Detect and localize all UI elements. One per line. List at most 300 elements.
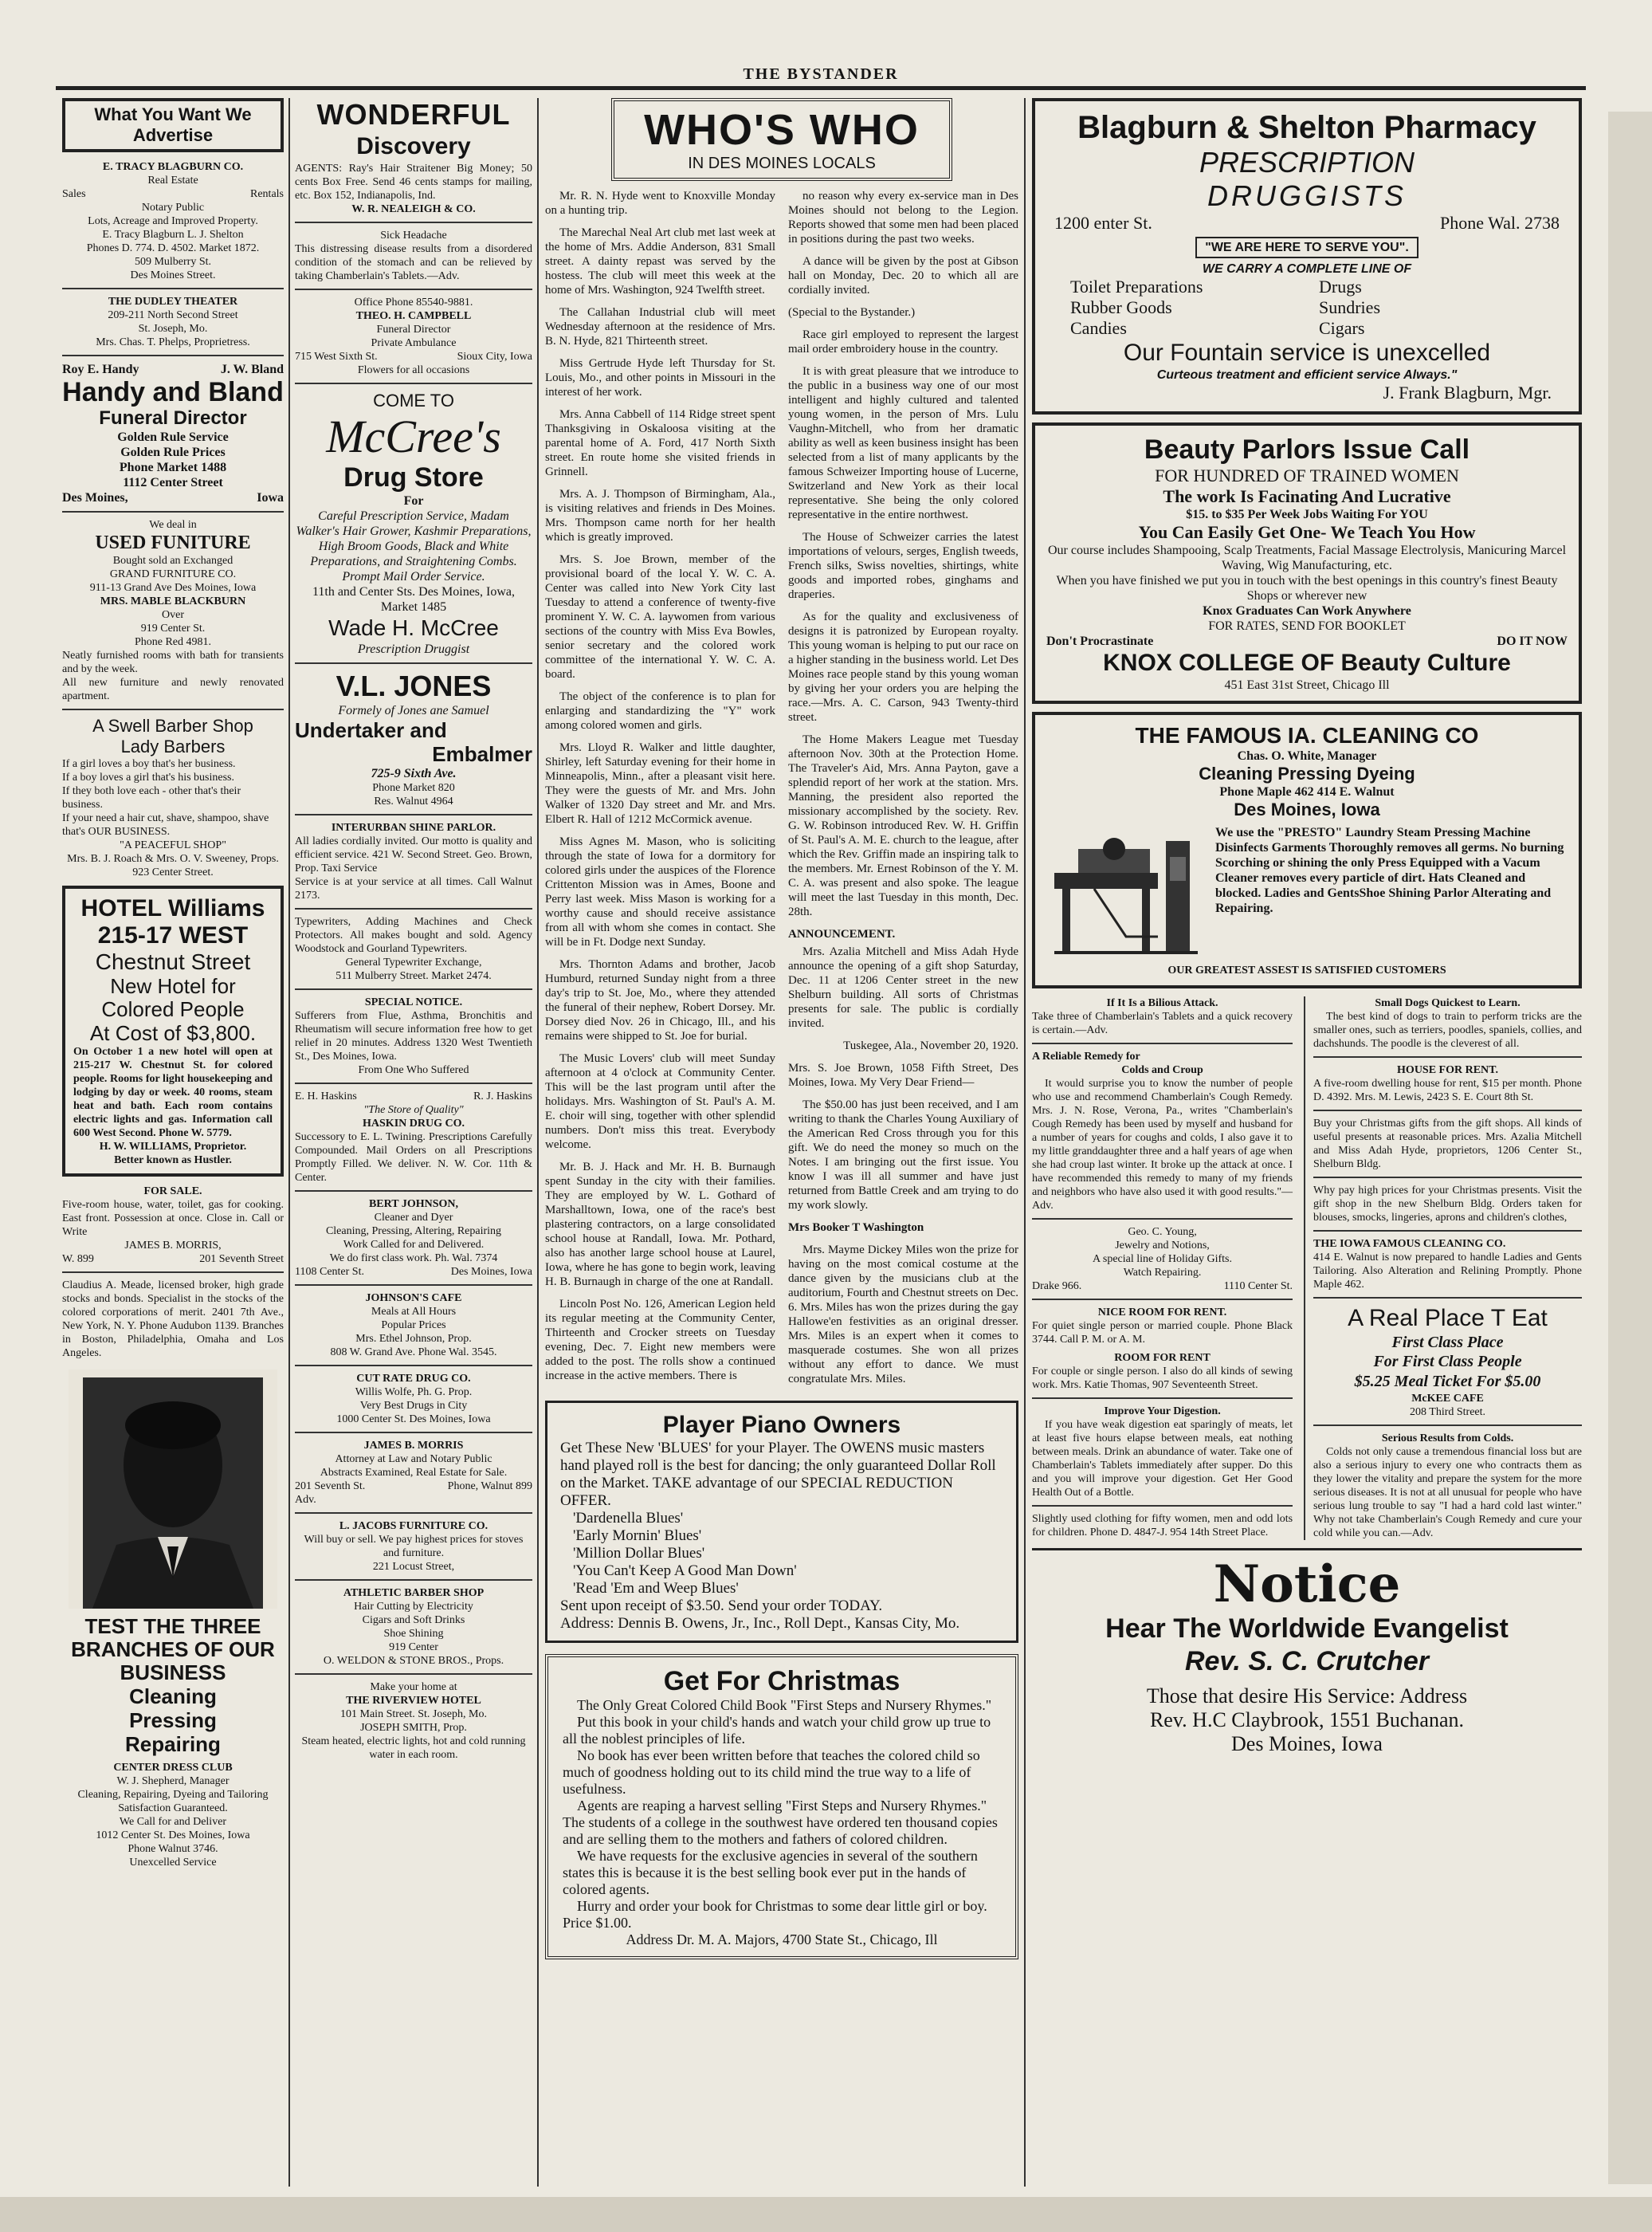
barber-l4: If your need a hair cut, shave, shampoo, shave that's OUR BUSINESS. (62, 812, 269, 838)
hotel-t3: Chestnut Street (95, 949, 251, 974)
cutrate-title: CUT RATE DRUG CO. (356, 1373, 471, 1385)
mccree-t2: Drug Store (343, 462, 484, 493)
divider (295, 383, 532, 384)
eat-l2: For First Class People (1373, 1353, 1522, 1370)
cleaning-body-row (1046, 825, 1568, 961)
remedy-t1: A Reliable Remedy for (1032, 1051, 1140, 1063)
blag-item: Rubber Goods (1070, 297, 1172, 317)
dudley-l1: 209-211 North Second Street (108, 309, 238, 321)
divider (295, 908, 532, 910)
player-piano-ad (545, 1401, 1018, 1643)
cafe-title: JOHNSON'S CAFE (365, 1292, 462, 1304)
news-item: As for the quality and exclusiveness of designs it is patronized by European royalty. This young woman is helping to put our race on a higher standing in the business world. Let Des Moines race people stand by this young woman by giving her your orders you are helping the race.—Mrs. A. C. Carson, 943 Twenty-third street. (788, 611, 1018, 724)
column-rule (1024, 98, 1026, 2187)
jacobs-ad (295, 1519, 532, 1574)
campbell-l5 (295, 350, 532, 363)
notice-title: Notice (1213, 1554, 1401, 1614)
colds-title: Serious Results from Colds. (1381, 1432, 1514, 1444)
piano-song: 'Read 'Em and Weep Blues' (573, 1580, 739, 1597)
young-address: 1110 Center St. (1223, 1280, 1293, 1292)
divider (1032, 1397, 1293, 1399)
news-item: Mrs. S. Joe Brown, member of the provisional board of the local Y. W. C. A. Center was called into New York City last Tuesday to attend a conference of twenty-five prominent Y. W. C. A. laywomen from various sections of the country with Miss Eva Bowles, senior secretary and the colored work committee of the international Y. W. C. A. board. (545, 553, 775, 681)
divider (295, 1579, 532, 1581)
meade-ad: Claudius A. Meade, licensed broker, high grade stocks and bonds. Specialist in the stocks of the colored corporations of merit. 2401 7th Ave., New York, N. Y. Phone Audubon 1139. Branches in Boston, Philadelphia, Omaha and Los Angeles. (62, 1279, 284, 1359)
divider (295, 1083, 532, 1084)
barber-l3: If they both love each - other that's their business. (62, 785, 241, 811)
divider (62, 1271, 284, 1273)
divider (1313, 1230, 1582, 1232)
test-t1: TEST THE THREE (84, 1614, 261, 1638)
column-2 (295, 98, 532, 1762)
dudley-l3: Mrs. Chas. T. Phelps, Proprietress. (96, 336, 250, 348)
wonderful-t1: WONDERFUL (316, 98, 511, 131)
blag-item: Sundries (1319, 297, 1380, 317)
blag-address: 1200 enter St. (1054, 213, 1152, 233)
special-body: Sufferers from Flue, Asthma, Bronchitis and Rheumatism will secure information free how to get relief in 20 minutes. Address 1320 West Twentieth St., Des Moines, Iowa. (295, 1010, 532, 1063)
bilious-ad (1032, 996, 1293, 1037)
barber-l6: Mrs. B. J. Roach & Mrs. O. V. Sweeney, Props. (67, 853, 279, 865)
piano-song: 'Dardenella Blues' (573, 1510, 684, 1527)
jones-t3: Embalmer (432, 742, 532, 766)
divider (295, 1512, 532, 1514)
adjacent-page-edge (1608, 112, 1652, 2184)
used-l8: Neatly furnished rooms with bath for transients and by the week. (62, 650, 284, 675)
hotel-williams-ad (62, 886, 284, 1177)
news-heading: ANNOUNCEMENT. (788, 928, 896, 941)
campbell-ad (295, 296, 532, 377)
news-item: A dance will be given by the post at Gibson hall on Monday, Dec. 20 to which all are cordially invited. (788, 255, 1018, 297)
haskins-body: Successory to E. L. Twining. Prescriptions Carefully Compounded. Mail Orders on all Prescriptions Promptly Filled. We deliver. N. W. Cor. 11th & Center. (295, 1131, 532, 1184)
room-rent-ad-2 (1032, 1351, 1293, 1392)
famous-body: 414 E. Walnut is now prepared to handle Ladies and Gents Tailoring. Also Alteration and Relining Promptly. Phone Maple 462. (1313, 1252, 1582, 1291)
test-l8: Unexcelled Service (129, 1857, 217, 1869)
divider (1032, 1299, 1293, 1300)
beauty-procrastinate: Don't Procrastinate (1046, 635, 1154, 648)
top-rule (56, 86, 1586, 90)
jacobs-l2: 221 Locust Street, (372, 1561, 455, 1573)
forsale-title: FOR SALE. (143, 1185, 202, 1197)
campbell-l6: Flowers for all occasions (357, 364, 470, 376)
cleaning-l3: Phone Maple 462 414 E. Walnut (1219, 785, 1395, 799)
divider (62, 288, 284, 289)
cleaning-l4: Des Moines, Iowa (1234, 800, 1380, 819)
remedy-body: It would surprise you to know the number of people who use and recommend Chamberlain's Cough Remedy. Mrs. J. N. Rose, Verona, Pa., writes "Chamberlain's Cough Remedy has been used by myself and husband for a number of years for coughs and colds, I also gave it to my little granddaughter three and a half years of age when she had croup last winter. It broke up the attack at once. I have recommended this remedy to many of my friends and neighbors who have also used it with good results."—Adv. (1032, 1078, 1293, 1212)
blag-item: Toilet Preparations (1070, 277, 1203, 297)
jones-l2: 725-9 Sixth Ave. (371, 767, 457, 780)
notice-l2: Rev. S. C. Crutcher (1184, 1646, 1430, 1676)
cleaning-body: We use the "PRESTO" Laundry Steam Pressing Machine Disinfects Garments Thoroughly removes all germs. No burning Scorching or shining the only Press Equipped with a Vacum Cleaner removes every particle of dirt. Hats Cleaned and blocked. Ladies and GentsShoe Shining Parlor Alterating and Repairing. (1215, 826, 1564, 915)
handy-title: Handy and Bland (62, 377, 284, 407)
divider (1313, 1297, 1582, 1299)
colds-body: Colds not only cause a tremendous financial loss but are also a serious injury to every one who contracts them as they lower the vitality and prepare the system for the more serious diseases. It is not at all unusual for people who have serious lung trouble to say "I had a hard cold last winter." Why not take Chamberlain's Cough Remedy and cure your cold while you can.—Adv. (1313, 1446, 1582, 1539)
haskins-n1: E. H. Haskins (295, 1090, 357, 1102)
divider (295, 1673, 532, 1675)
wonderful-ad (295, 98, 532, 216)
beauty-l10: 451 East 31st Street, Chicago Ill (1224, 678, 1390, 692)
morris-title: JAMES B. MORRIS (363, 1440, 464, 1452)
piano-body: Get These New 'BLUES' for your Player. The OWENS music masters hand played roll is the best for dancing; the only guaranteed Dollar Roll on the Market. TAKE advantage of our SPECIAL REDUCTION OFFER. (560, 1440, 996, 1509)
news-item: The Callahan Industrial club will meet Wednesday afternoon at the residence of Mrs. B. N. Hyde, 821 Thirteenth street. (545, 306, 775, 348)
clothing-ad: Slightly used clothing for fifty women, men and odd lots for children. Phone D. 4847-J. 954 14th Street Place. (1032, 1513, 1293, 1538)
athletic-title: ATHLETIC BARBER SHOP (343, 1587, 485, 1599)
johnson-l5 (295, 1265, 532, 1279)
athletic-l1: Hair Cutting by Electricity (354, 1601, 473, 1613)
test-t4: Cleaning (129, 1684, 217, 1708)
young-ad (1032, 1225, 1293, 1293)
headache-title: Sick Headache (380, 230, 447, 242)
tracy-ad (62, 160, 284, 282)
hotel-t2: 215-17 WEST (97, 922, 249, 949)
room1-title: NICE ROOM FOR RENT. (1097, 1307, 1227, 1318)
column-4-lower (1032, 996, 1293, 1540)
divider (1313, 1424, 1582, 1426)
test-l7: Phone Walnut 3746. (128, 1843, 218, 1855)
forsale-address: 201 Seventh Street (199, 1253, 284, 1265)
used-title: USED FUNITURE (95, 532, 251, 553)
handy-l5 (62, 490, 284, 505)
christmas-title: Get For Christmas (663, 1666, 901, 1696)
headache-ad (295, 229, 532, 283)
mccree-ad (295, 390, 532, 657)
test-t2: BRANCHES OF OUR (71, 1637, 275, 1661)
eat-l5: 208 Third Street. (1410, 1406, 1486, 1418)
handy-ad (62, 362, 284, 505)
hotel-body: On October 1 a new hotel will open at 215-217 W. Chestnut St. for colored people. Rooms for light housekeeping and lodging by day or week. 40 rooms, steam heat and bath. Each room contains electric lights and gas. Information call 600 West Second. Phone W. 5779. (73, 1046, 273, 1139)
beauty-l2: The work Is Facinating And Lucrative (1163, 486, 1451, 506)
used-furniture-ad (62, 518, 284, 703)
young-l2: Jewelry and Notions, (1115, 1240, 1210, 1252)
news-item: Mr. R. N. Hyde went to Knoxville Monday on a hunting trip. (545, 190, 775, 217)
cafe-l4: 808 W. Grand Ave. Phone Wal. 3545. (330, 1346, 497, 1358)
cleaning-l1: Chas. O. White, Manager (1237, 749, 1377, 763)
piano-songs (560, 1510, 1003, 1597)
news-item: Mrs. Thornton Adams and brother, Jacob Humburd, returned Sunday night from a three day's trip to St. Joe, Mo., where they attended the funeral of their nephew, Robert Dorsey. Mr. Dorsey died Nov. 26 in Chicago, Ill., and his remains were shipped to St. Joe for burial. (545, 958, 775, 1043)
typewriter-l1: General Typewriter Exchange, (345, 957, 482, 969)
headache-body: This distressing disease results from a disordered condition of the stomach and can be relieved by taking Chamberlain's Tablets.—Adv. (295, 243, 532, 282)
divider (295, 988, 532, 990)
blag-t1: Blagburn & Shelton Pharmacy (1077, 110, 1536, 145)
beauty-l3: $15. to $35 Per Week Jobs Waiting For YOU (1186, 508, 1428, 521)
johnson-l4: We do first class work. Ph. Wal. 7374 (329, 1252, 498, 1264)
cafe-l3: Mrs. Ethel Johnson, Prop. (355, 1333, 472, 1345)
divider (62, 709, 284, 710)
news-signature: Mrs Booker T Washington (788, 1221, 924, 1234)
morris-l1: Attorney at Law and Notary Public (335, 1453, 492, 1465)
blag-l2: Our Fountain service is unexcelled (1123, 340, 1491, 366)
handy-n1: Roy E. Handy (62, 363, 139, 376)
notice-l5: Des Moines, Iowa (1231, 1732, 1383, 1755)
tracy-notary: Notary Public (141, 202, 205, 214)
remedy-t2: Colds and Croup (1121, 1064, 1203, 1076)
divider (1032, 1505, 1293, 1507)
dogs-article (1313, 996, 1582, 1051)
news-item: Mrs. Anna Cabbell of 114 Ridge street spent Thanksgiving in Oskaloosa visiting at the parental home of A. Ford, 417 North Sixth street. En route home she visited friends in Grinnell. (545, 408, 775, 478)
tracy-city: Des Moines Street. (130, 269, 216, 281)
handy-n2: J. W. Bland (220, 363, 284, 376)
eat-title: A Real Place T Eat (1348, 1305, 1548, 1331)
johnson-l2: Cleaning, Pressing, Altering, Repairing (325, 1225, 502, 1237)
test-l5: We Call for and Deliver (119, 1816, 227, 1828)
divider (62, 355, 284, 356)
piano-l1: Sent upon receipt of $3.50. Send your order TODAY. (560, 1597, 883, 1614)
test-t5: Pressing (129, 1708, 217, 1732)
notice-l1: Hear The Worldwide Evangelist (1105, 1613, 1509, 1644)
christmas-body (563, 1697, 1001, 1948)
campbell-city: Sioux City, Iowa (457, 351, 532, 363)
news-item: The Music Lovers' club will meet Sunday afternoon at 4 o'clock at Community Center. This will be the last program until after the holidays. Mrs. Washington of St. Paul's A. M. E. choir will sing, together with other splendid numbers. Don't miss this treat. Everybody welcome. (545, 1052, 775, 1151)
news-left (545, 189, 775, 1394)
used-l9: All new furniture and newly renovated apartment. (62, 677, 284, 702)
used-l3: 911-13 Grand Ave Des Moines, Iowa (89, 582, 257, 594)
divider (295, 1284, 532, 1286)
hotel-t1: HOTEL Williams (80, 895, 265, 921)
room2-body: For couple or single person. I also do all kinds of sewing work. Mrs. Katie Thomas, 907 Seventeenth Street. (1032, 1366, 1293, 1391)
piano-l2: Address: Dennis B. Owens, Jr., Inc., Roll Dept., Kansas City, Mo. (560, 1615, 960, 1632)
remedy-ad (1032, 1050, 1293, 1212)
jones-l1: Formely of Jones ane Samuel (338, 704, 489, 717)
special-title: SPECIAL NOTICE. (364, 996, 463, 1008)
portrait-illustration (69, 1369, 277, 1609)
barber-l2: If a boy loves a girl that's his business. (62, 772, 234, 784)
news-item: no reason why every ex-service man in Des Moines should not belong to the Legion. Reports showed that some men had been placed in positions during the past two weeks. (788, 190, 1018, 246)
news-item: Miss Agnes M. Mason, who is soliciting through the state of Iowa for a dormitory for colored girls under the auspices of the Florence Crittenton Mission was in Ames, Boone and Perry last week. Miss Mason is working for a worthy cause and should receive assistance from all with whom she comes in contact. She will be in Ft. Dodge next Sunday. (545, 835, 775, 949)
column-5 (1304, 996, 1582, 1540)
right-section (1032, 98, 1582, 1756)
room-rent-ad (1032, 1306, 1293, 1346)
dogs-title: Small Dogs Quickest to Learn. (1375, 997, 1521, 1009)
mccree-l3: Prompt Mail Order Service. (342, 570, 485, 584)
divider (295, 814, 532, 815)
divider (295, 1432, 532, 1433)
pressing-machine-illustration (1046, 825, 1206, 961)
tracy-name: E. TRACY BLAGBURN CO. (102, 161, 244, 173)
divider (295, 1365, 532, 1366)
jacobs-l1: Will buy or sell. We pay highest prices for stoves and furniture. (304, 1534, 524, 1559)
blag-l1: WE CARRY A COMPLETE LINE OF (1202, 262, 1412, 276)
athletic-l4: 919 Center (389, 1641, 438, 1653)
bert-johnson-ad (295, 1197, 532, 1279)
lower-right-columns (1032, 996, 1582, 1540)
cafe-l1: Meals at All Hours (371, 1306, 457, 1318)
test-t6: Repairing (125, 1732, 221, 1756)
campbell-l2: THEO. H. CAMPBELL (355, 310, 472, 322)
gift-shop-ad: Buy your Christmas gifts from the gift shops. All kinds of useful presents at reasonable prices. Mrs. Azalia Mitchell and Miss Adah Hyde, proprietors, 1206 Center St., Shelburn Bldg. (1313, 1118, 1582, 1170)
for-sale-ad (62, 1185, 284, 1266)
young-l5 (1032, 1279, 1293, 1293)
beauty-l9 (1046, 634, 1568, 649)
test-branches-ad (62, 1615, 284, 1869)
blag-t3: DRUGGISTS (1207, 179, 1407, 212)
barber-t1: A Swell Barber Shop (92, 716, 253, 736)
portrait-photo (69, 1369, 277, 1609)
tracy-row (62, 187, 284, 201)
dudley-ad (62, 295, 284, 349)
handy-l3: Phone Market 1488 (119, 461, 227, 474)
riverview-l3: 101 Main Street. St. Joseph, Mo. (340, 1708, 487, 1720)
gift-shop-ad-2: Why pay high prices for your Christmas presents. Visit the gift shop in the new Shelburn Bldg. Orders taken for blouses, smocks, lingeries, aprons and children's clothes, (1313, 1185, 1582, 1224)
blag-item: Cigars (1319, 318, 1365, 338)
christmas-para: Hurry and order your book for Christmas to some dear little girl or boy. Price $1.00. (563, 1898, 987, 1931)
news-right (788, 189, 1018, 1394)
column-rule (537, 98, 539, 2187)
shine-l1: Service is at your service at all times. Call Walnut 2173. (295, 876, 532, 902)
news-dateline: (Special to the Bystander.) (788, 306, 916, 319)
christmas-para: We have requests for the exclusive agencies in several of the southern states this is because it is the best selling book ever put in the hands of colored agents. (563, 1848, 978, 1897)
news-address: Mrs. S. Joe Brown, 1058 Fifth Street, Des Moines, Iowa. My Very Dear Friend— (788, 1062, 1018, 1089)
blag-items (1046, 277, 1568, 339)
test-l6: 1012 Center St. Des Moines, Iowa (96, 1829, 250, 1841)
news-item: Mrs. Azalia Mitchell and Miss Adah Hyde announce the opening of a gift shop Saturday, Dec. 11 at 1206 Center street in the new Shelburn building. All sorts of Christmas presents for sale. The public is cordially invited. (788, 945, 1018, 1030)
special-l1: From One Who Suffered (358, 1064, 469, 1076)
test-t3: BUSINESS (120, 1660, 226, 1684)
tracy-names: E. Tracy Blagburn L. J. Shelton (102, 229, 244, 241)
test-l4: Satisfaction Guaranteed. (118, 1802, 228, 1814)
morris-address: 201 Seventh St. (295, 1480, 366, 1492)
handy-sub: Funeral Director (99, 407, 247, 429)
blag-slogan: "WE ARE HERE TO SERVE YOU". (1195, 237, 1419, 258)
christmas-para: The Only Great Colored Child Book "First Steps and Nursery Rhymes." (577, 1697, 992, 1713)
cafe-l2: Popular Prices (381, 1319, 446, 1331)
eat-l4: McKEE CAFE (1411, 1393, 1484, 1405)
campbell-l4: Private Ambulance (371, 337, 457, 349)
haskins-names (295, 1090, 532, 1103)
forsale-body: Five-room house, water, toilet, gas for cooking. East front. Possession at once. Close in. Call or Write (62, 1199, 284, 1238)
digestion-title: Improve Your Digestion. (1104, 1405, 1221, 1417)
athletic-l3: Shoe Shining (383, 1628, 444, 1640)
divider (295, 1190, 532, 1192)
house-title: HOUSE FOR RENT. (1397, 1064, 1498, 1076)
jacobs-title: L. JACOBS FURNITURE CO. (339, 1520, 489, 1532)
beauty-t2: KNOX COLLEGE OF Beauty Culture (1103, 650, 1511, 676)
news-item: Mrs. Mayme Dickey Miles won the prize for having on the most comical costume at the dance given by the musicians club at the auditorium, Fourth and Chestnut streets on Dec. 6. Mrs. Miles has won the prizes during the gay Hallowe'en festivities as an original dresser. Mrs. Miles is an expert when it comes to masquerade costumes. She won all prizes without any effort to dance. We must congratulate Mrs. Miles. (788, 1244, 1018, 1385)
forsale-l1: JAMES B. MORRIS, (124, 1240, 222, 1252)
digestion-ad (1032, 1405, 1293, 1499)
notice-l4: Rev. H.C Claybrook, 1551 Buchanan. (1149, 1708, 1465, 1731)
house-rent-ad (1313, 1063, 1582, 1104)
cut-rate-ad (295, 1372, 532, 1426)
blag-item: Candies (1070, 318, 1127, 338)
jones-l3: Phone Market 820 (372, 782, 455, 794)
barber-t2: Lady Barbers (120, 737, 226, 756)
christmas-para: Agents are reaping a harvest selling "First Steps and Nursery Rhymes." The students of a college in the southwest have ordered ten thousand copies and are selling them to the mothers and fathers of colored children. (563, 1798, 998, 1847)
news-dateline: Tuskegee, Ala., November 20, 1920. (843, 1039, 1018, 1052)
eat-l3: $5.25 Meal Ticket For $5.00 (1354, 1373, 1541, 1390)
news-columns (545, 189, 1018, 1394)
test-l3: Cleaning, Repairing, Dyeing and Tailoring (77, 1789, 269, 1801)
tracy-phones: Phones D. 774. D. 4502. Market 1872. (86, 242, 260, 254)
wonderful-l1: W. R. NEALEIGH & CO. (351, 203, 476, 215)
beauty-l5: Our course includes Shampooing, Scalp Treatments, Facial Massage Electrolysis, Manicuring Marcel Waving, Wig Manufacturing, etc. (1047, 544, 1567, 572)
campbell-l3: Funeral Director (376, 324, 451, 336)
blag-address-row (1046, 213, 1568, 234)
bilious-title: If It Is a Bilious Attack. (1106, 997, 1218, 1009)
used-l0: We deal in (149, 519, 197, 531)
news-item: Race girl employed to represent the largest mail order embroidery house in the country. (788, 328, 1018, 356)
cutrate-l3: 1000 Center St. Des Moines, Iowa (336, 1413, 491, 1425)
room2-title: ROOM FOR RENT (1114, 1352, 1211, 1364)
news-item: Mr. B. J. Hack and Mr. H. B. Burnaugh spent Sunday in the city with their families. They are employed by W. L. Gothard of Marshalltown, Iowa, one of the race's best plastering contractors, on a large consolidated school house at Randall, Iowa. Mr. Pothard, also has another large school house at Laurel, Iowa, where he has gone to begin work, leaving H. B. Burnaugh in charge of the one at Randall. (545, 1161, 775, 1288)
test-l1: CENTER DRESS CLUB (113, 1762, 233, 1774)
divider (1032, 1043, 1293, 1044)
tracy-rentals: Rentals (250, 188, 284, 200)
typewriter-l2: 511 Mulberry Street. Market 2474. (336, 970, 492, 982)
mccree-t1: McCree's (326, 411, 501, 462)
morris-phone: Phone, Walnut 899 (447, 1480, 532, 1492)
bilious-body: Take three of Chamberlain's Tablets and a quick recovery is certain.—Adv. (1032, 1011, 1293, 1036)
beauty-l7: Knox Graduates Can Work Anywhere (1203, 604, 1411, 618)
news-item: The House of Schweizer carries the latest importations of velours, serges, English tweeds, French silks, Swiss novelties, shirtings, white goods and imported robes, ginghams and draperies. (788, 531, 1018, 601)
young-l3: A special line of Holiday Gifts. (1093, 1253, 1232, 1265)
jones-ad (295, 670, 532, 808)
used-l5: Over (162, 609, 184, 621)
cutrate-l1: Willis Wolfe, Ph. G. Prop. (355, 1386, 473, 1398)
forsale-l2 (62, 1252, 284, 1266)
piano-song: 'Early Mornin' Blues' (573, 1527, 702, 1544)
divider (1313, 1056, 1582, 1058)
mccree-l0: COME TO (373, 391, 454, 411)
blag-phone: Phone Wal. 2738 (1440, 213, 1560, 233)
used-l4: MRS. MABLE BLACKBURN (100, 595, 246, 607)
shine-body: All ladies cordially invited. Our motto is quality and efficient service. 421 W. Second Street. Geo. Brown, Prop. Taxi Service (295, 835, 532, 874)
tracy-address: 509 Mulberry St. (134, 256, 212, 268)
whos-who-subtitle: IN DES MOINES LOCALS (688, 155, 876, 172)
handy-city: Des Moines, (62, 491, 128, 505)
forsale-phone: W. 899 (62, 1253, 94, 1265)
divider (1032, 1218, 1293, 1220)
morris-l4: Adv. (295, 1494, 316, 1506)
athletic-l2: Cigars and Soft Drinks (362, 1614, 465, 1626)
haskins-l1: "The Store of Quality" (363, 1104, 464, 1116)
divider (62, 511, 284, 513)
blag-t2: PRESCRIPTION (1199, 146, 1415, 179)
johnson-l1: Cleaner and Dyer (374, 1212, 453, 1224)
wonderful-body: AGENTS: Ray's Hair Straitener Big Money; 50 cents Box Free. Send 46 cents stamps for mailing, etc. Box 152, Indianapolis, Ind. (295, 163, 532, 202)
masthead: THE BYSTANDER (743, 65, 899, 83)
blag-l4: J. Frank Blagburn, Mgr. (1383, 383, 1552, 403)
barber-l7: 923 Center Street. (132, 866, 214, 878)
piano-title: Player Piano Owners (662, 1412, 901, 1438)
riverview-l2: THE RIVERVIEW HOTEL (346, 1695, 481, 1707)
news-item: Miss Gertrude Hyde left Thursday for St. Louis, Mo., and other points in Missouri in the interest of her work. (545, 357, 775, 399)
barber-ad (62, 716, 284, 879)
athletic-l5: O. WELDON & STONE BROS., Props. (323, 1655, 504, 1667)
blag-item: Drugs (1319, 277, 1362, 297)
beauty-l1: FOR HUNDRED OF TRAINED WOMEN (1155, 466, 1459, 485)
blagburn-pharmacy-ad (1032, 98, 1582, 415)
morris-ad (295, 1439, 532, 1507)
hotel-t4: New Hotel for Colored People (101, 974, 245, 1021)
used-l7: Phone Red 4981. (134, 636, 212, 648)
mccree-l5: Prescription Druggist (357, 642, 470, 656)
jones-t1: V.L. JONES (336, 670, 492, 702)
riverview-l4: JOSEPH SMITH, Prop. (360, 1722, 467, 1734)
divider (1313, 1177, 1582, 1178)
christmas-address: Address Dr. M. A. Majors, 4700 State St., Chicago, Ill (626, 1931, 938, 1947)
riverview-ad (295, 1680, 532, 1762)
used-l6: 919 Center St. (140, 623, 206, 635)
tracy-sales: Sales (62, 188, 86, 200)
beauty-title: Beauty Parlors Issue Call (1144, 434, 1470, 465)
morris-l2: Abstracts Examined, Real Estate for Sale. (320, 1467, 508, 1479)
news-item: Lincoln Post No. 126, American Legion held its regular meeting at the Community Center, Thirteenth and Crocker streets on Tuesday evening, Dec. 7. Eight new members were added to the post. The rolls show a continued increase in the active members. There is (545, 1298, 775, 1382)
dudley-name: THE DUDLEY THEATER (108, 296, 238, 308)
beauty-l6: When you have finished we put you in touch with the best openings in this country's finest Beauty Shops or wherever new (1056, 574, 1558, 603)
wonderful-t2: Discovery (356, 133, 471, 159)
mccree-t3: Wade H. McCree (328, 615, 499, 640)
news-item: The Home Makers League met Tuesday afternoon Nov. 30th at the Protection Home. The Traveler's Aid, Mrs. Anna Payton, gave a splendid report of her work at the station. Mrs. Manning, the president also reported the missionary accomplished by the society. Rev. G. W. Robinson introduced Rev. W. H. Griffin of St. Paul's A. M. E. church to the league, after which the Rev. Griffin made an inspiring talk to the members. Mr. Ernest Robinson of the Y. M. C. A. was present and also spoke. The league will meet the last Tuesday in this month, Dec. 28th. (788, 733, 1018, 918)
christmas-para: Put this book in your child's hands and watch your child grow up true to all the noblest principles of life. (563, 1714, 991, 1747)
riverview-l1: Make your home at (370, 1681, 457, 1693)
